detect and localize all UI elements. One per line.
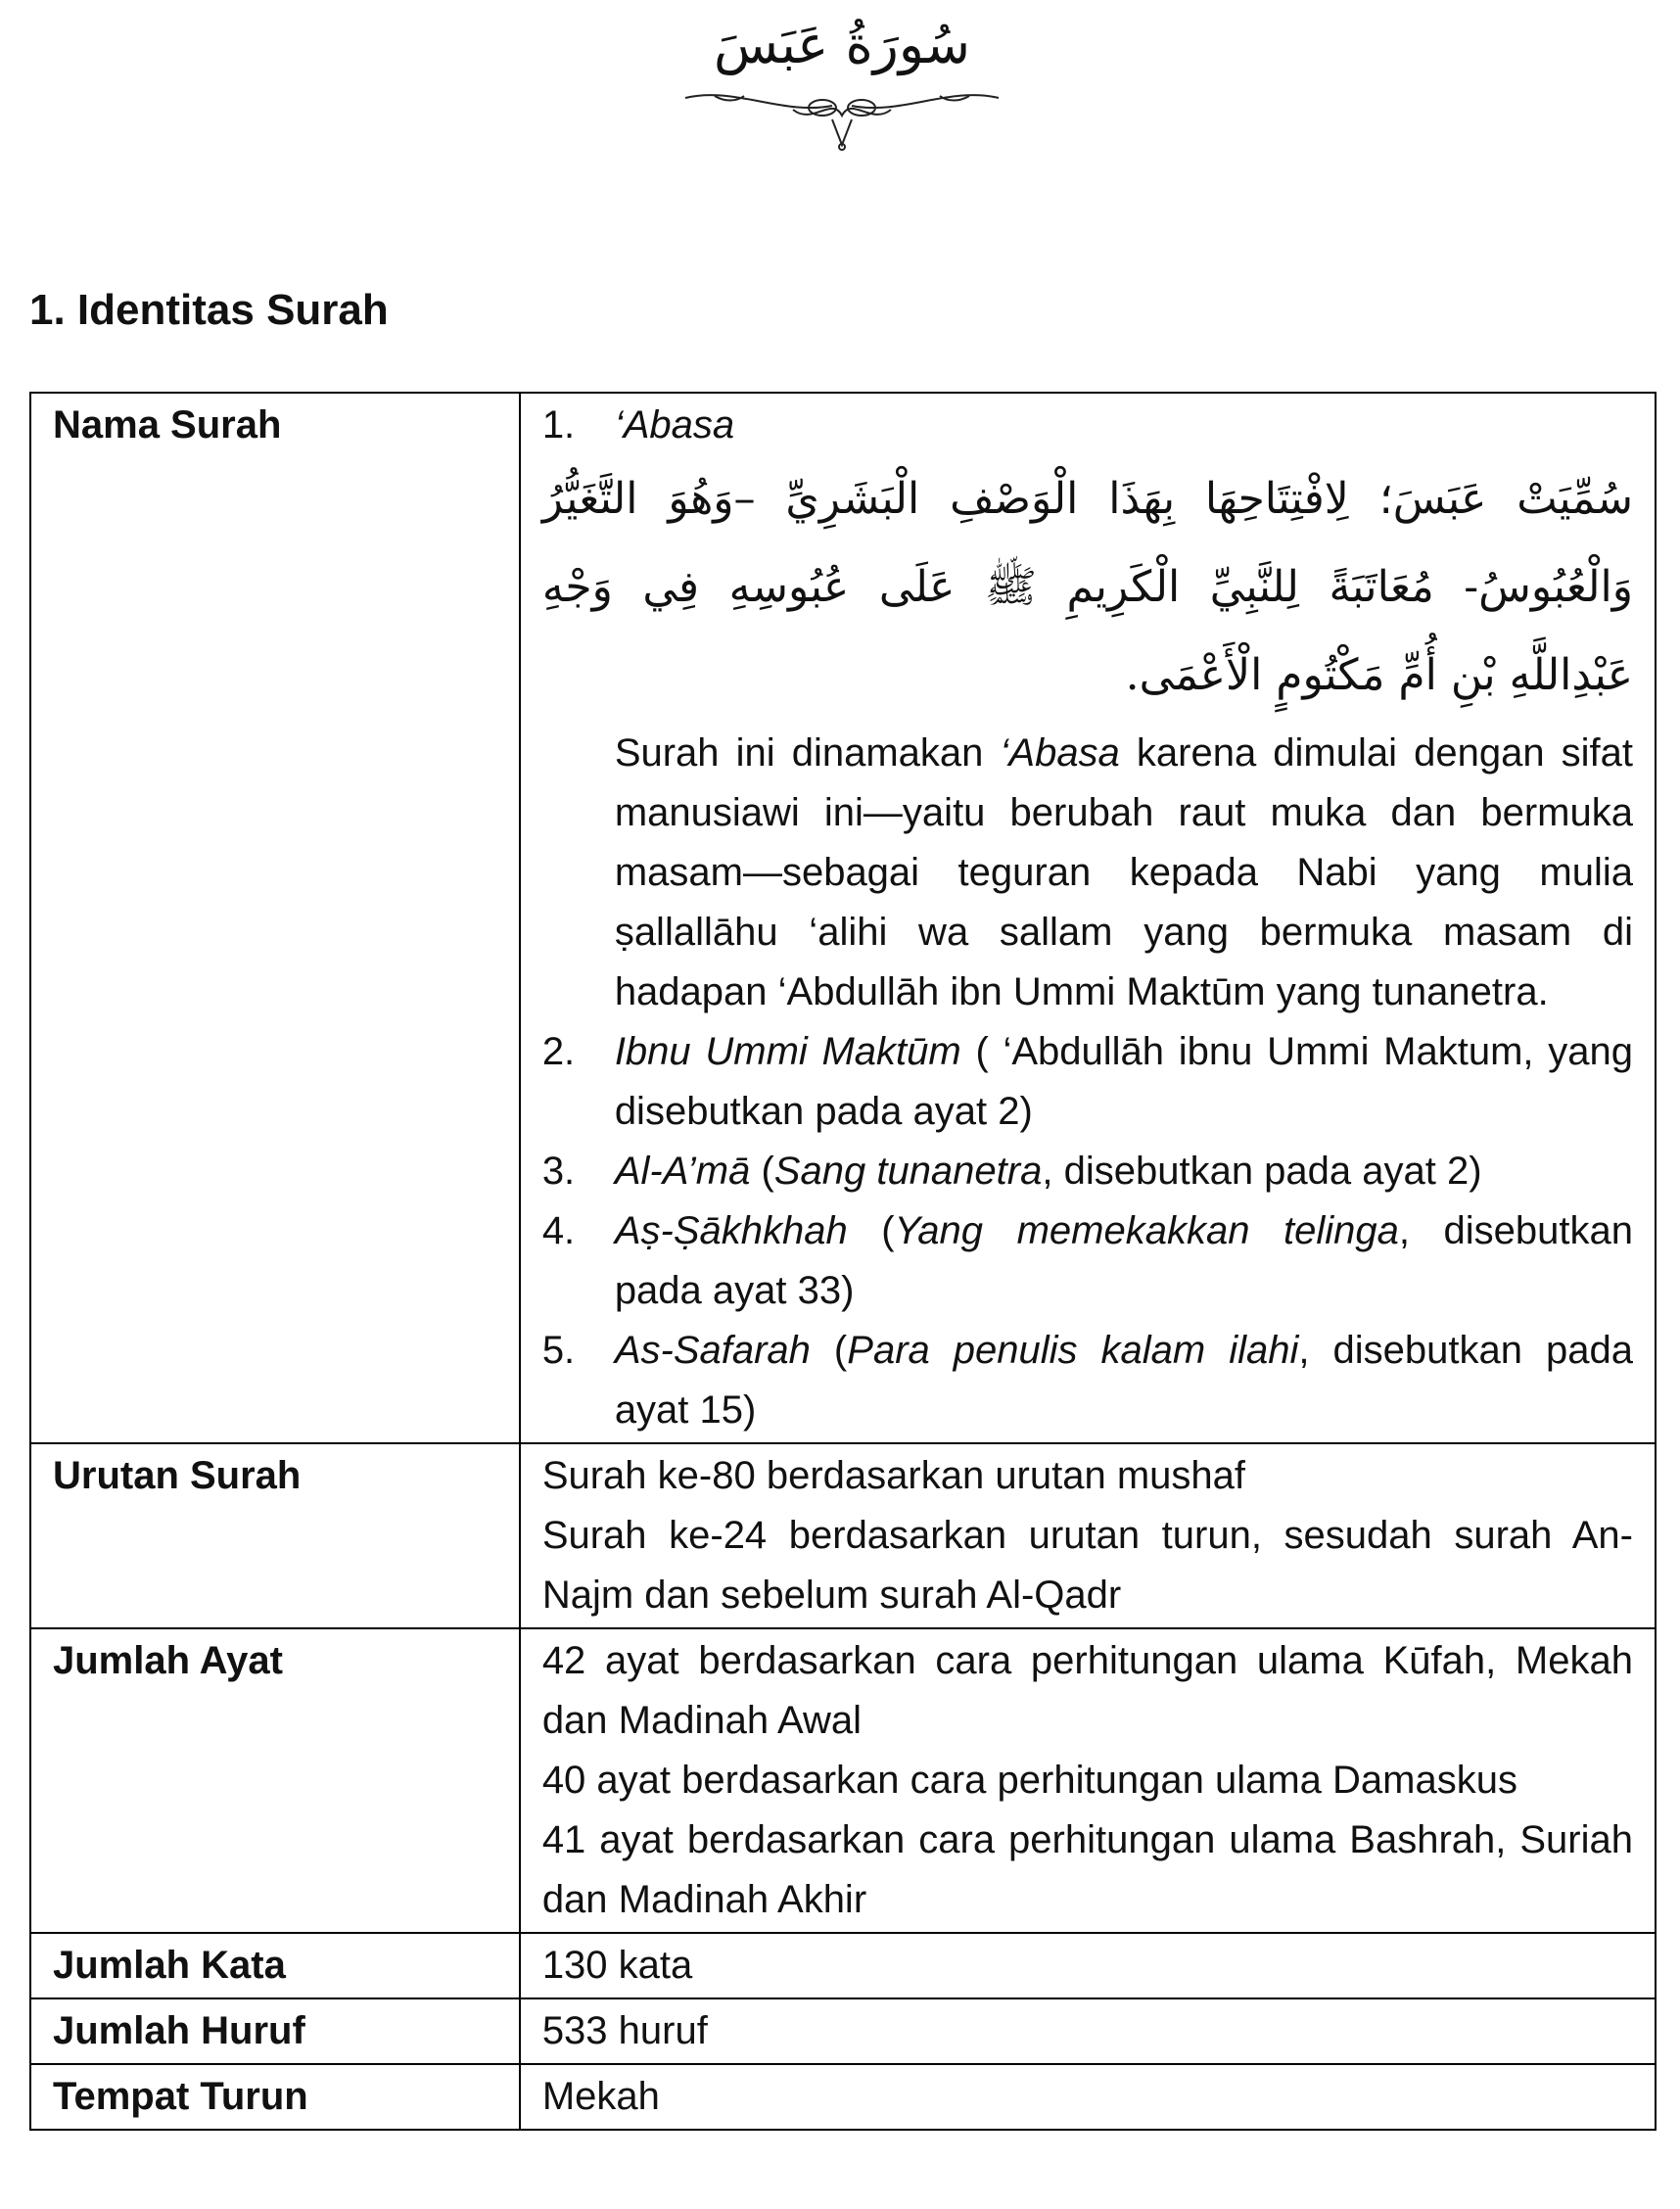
surah-name: Al-A’mā [614, 1150, 751, 1193]
item-number: 3. [541, 1150, 576, 1193]
translation-part: Surah ini dinamakan [614, 731, 1001, 775]
item-meaning: Yang memekakkan telinga [894, 1209, 1399, 1252]
table-row [30, 1443, 1656, 1628]
paren: ( [847, 1209, 895, 1252]
row-label: Jumlah Kata [30, 1933, 520, 1998]
surah-name: Ibnu Ummi Maktūm [614, 1030, 961, 1073]
table-row [30, 2064, 1656, 2130]
list-item [542, 1142, 1633, 1201]
item-number: 4. [541, 1209, 576, 1252]
surah-names-list [542, 1022, 1633, 1440]
translation-part: karena dimulai dengan sifat manusiawi ini—yaitu berubah raut muka dan bermuka masam—sebagai teguran kepada Nabi yang mulia ṣallallāhu ‘alihi wa sallam yang bermuka masam di hadapan ‘Abdullāh ibn Ummi Maktūm yang tunanetra. [614, 731, 1633, 1013]
surah-identity-table [29, 392, 1657, 2131]
item-meaning: Sang tunanetra [773, 1150, 1043, 1193]
item-number: 2. [541, 1030, 576, 1073]
value-line: 42 ayat berdasarkan cara perhitungan ulama Kūfah, Mekah dan Madinah Awal [541, 1639, 1633, 1742]
item-description: , disebutkan pada ayat 15) [614, 1329, 1633, 1432]
paren: ( [810, 1329, 848, 1372]
row-label: Jumlah Huruf [30, 1998, 520, 2064]
row-value: Mekah [520, 2064, 1656, 2130]
row-label: Urutan Surah [30, 1443, 520, 1628]
row-value: 130 kata [520, 1933, 1656, 1998]
table-row [30, 1628, 1656, 1933]
value-line: 41 ayat berdasarkan cara perhitungan ulama Bashrah, Suriah dan Madinah Akhir [541, 1818, 1633, 1921]
row-label: Nama Surah [30, 393, 520, 1443]
surah-name: Aṣ-Ṣākhkhah [614, 1209, 848, 1252]
surah-name: As-Safarah [614, 1329, 811, 1372]
item-number: 1. [541, 403, 576, 446]
row-label: Tempat Turun [30, 2064, 520, 2130]
surah-names-list [542, 396, 1633, 455]
ornament-flourish-icon [676, 86, 1008, 174]
list-item [542, 1321, 1633, 1440]
item-description: ( ‘Abdullāh ibnu Ummi Maktum, yang disebutkan pada ayat 2) [614, 1030, 1633, 1133]
table-row [30, 393, 1656, 1443]
list-item [542, 396, 1633, 455]
item-description: , disebutkan pada ayat 33) [614, 1209, 1634, 1312]
row-label: Jumlah Ayat [30, 1628, 520, 1933]
list-item [542, 1201, 1633, 1321]
surah-title-arabic: سُورَةُ عَبَسَ [713, 14, 971, 75]
surah-name: ‘Abasa [614, 403, 735, 446]
item-meaning: Para penulis kalam ilahi [847, 1329, 1299, 1372]
translation-text [542, 724, 1633, 1022]
row-value [520, 393, 1656, 1443]
translation-italic: ‘Abasa [1000, 731, 1120, 775]
value-line: 40 ayat berdasarkan cara perhitungan ulama Damaskus [541, 1759, 1517, 1802]
arabic-explanation: سُمِّيَتْ عَبَسَ؛ لِافْتِتَاحِهَا بِهَذَا الْوَصْفِ الْبَشَرِيِّ –وَهُوَ التَّغَيُّرُ وَالْعُبُوسُ- مُعَاتَبَةً لِلنَّبِيِّ الْكَرِيمِ ﷺ عَلَى عُبُوسِهِ فِي وَجْهِ عَبْدِاللَّهِ بْنِ أُمِّ مَكْتُومٍ الْأَعْمَى. [541, 474, 1633, 700]
list-item [542, 1022, 1633, 1142]
table-row [30, 1998, 1656, 2064]
row-value [520, 1628, 1656, 1933]
value-line: Surah ke-80 berdasarkan urutan mushaf [541, 1454, 1246, 1497]
row-value [520, 1443, 1656, 1628]
row-value: 533 huruf [520, 1998, 1656, 2064]
item-number: 5. [541, 1329, 576, 1372]
value-line: Surah ke-24 berdasarkan urutan turun, sesudah surah An-Najm dan sebelum surah Al-Qadr [541, 1514, 1633, 1617]
table-row [30, 1933, 1656, 1998]
section-heading: 1. Identitas Surah [29, 286, 389, 334]
paren: ( [750, 1150, 774, 1193]
item-description: , disebutkan pada ayat 2) [1042, 1150, 1482, 1193]
